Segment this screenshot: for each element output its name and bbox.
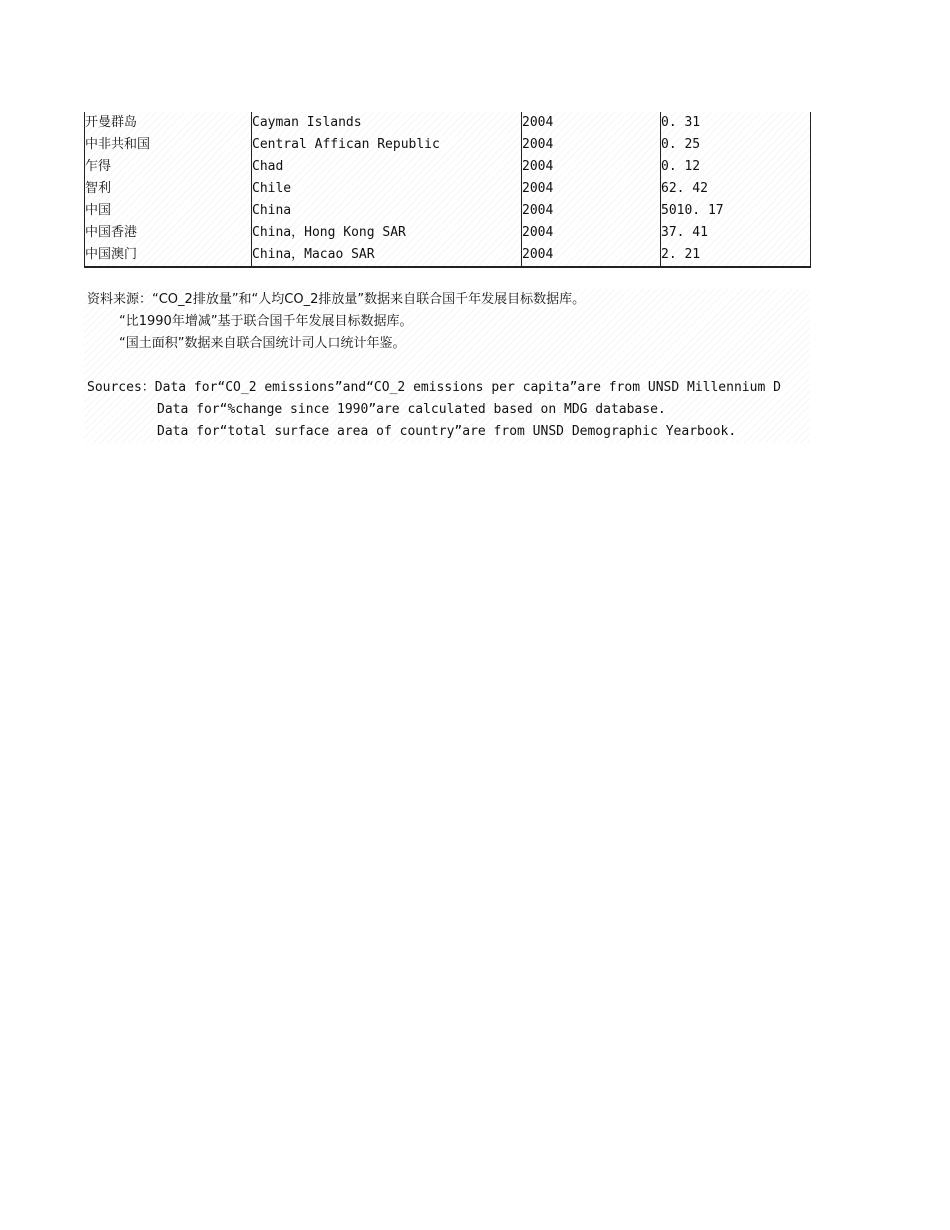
country-name-en: China，Hong Kong SAR <box>252 222 522 244</box>
year-cell: 2004 <box>522 200 661 222</box>
year-cell: 2004 <box>522 244 661 267</box>
year-cell: 2004 <box>522 112 661 134</box>
country-name-zh: 中国澳门 <box>85 244 252 267</box>
value-cell: 2. 21 <box>661 244 811 267</box>
year-cell: 2004 <box>522 178 661 200</box>
year-cell: 2004 <box>522 134 661 156</box>
source-note-zh: 资料来源：“CO_2排放量”和“人均CO_2排放量”数据来自联合国千年发展目标数据库。 <box>87 292 586 307</box>
value-cell: 5010. 17 <box>661 200 811 222</box>
spreadsheet-page <box>84 112 810 443</box>
year-cell: 2004 <box>522 156 661 178</box>
source-notes <box>84 289 810 443</box>
table-row <box>85 244 811 267</box>
value-cell: 0. 12 <box>661 156 811 178</box>
table-row <box>85 222 811 244</box>
table-row <box>85 134 811 156</box>
country-name-zh: 智利 <box>85 178 252 200</box>
source-note-zh: “比1990年增减”基于联合国千年发展目标数据库。 <box>119 314 413 329</box>
table-row <box>85 200 811 222</box>
country-name-en: China <box>252 200 522 222</box>
country-name-en: China，Macao SAR <box>252 244 522 267</box>
table-row <box>85 112 811 134</box>
table-row <box>85 156 811 178</box>
country-name-en: Chad <box>252 156 522 178</box>
country-name-zh: 乍得 <box>85 156 252 178</box>
year-cell: 2004 <box>522 222 661 244</box>
country-name-en: Chile <box>252 178 522 200</box>
emissions-table <box>84 112 811 268</box>
value-cell: 62. 42 <box>661 178 811 200</box>
country-name-zh: 中非共和国 <box>85 134 252 156</box>
country-name-zh: 中国香港 <box>85 222 252 244</box>
note-spacer <box>84 355 810 377</box>
source-note-en: Sources：Data for“CO_2 emissions”and“CO_2 emissions per capita”are from UNSD Millennium D <box>87 380 781 395</box>
source-note-en: Data for“total surface area of country”are from UNSD Demographic Yearbook. <box>157 424 737 439</box>
country-name-zh: 中国 <box>85 200 252 222</box>
value-cell: 37. 41 <box>661 222 811 244</box>
country-name-en: Cayman Islands <box>252 112 522 134</box>
source-note-zh: “国土面积”数据来自联合国统计司人口统计年鉴。 <box>119 336 406 351</box>
value-cell: 0. 31 <box>661 112 811 134</box>
table-row <box>85 178 811 200</box>
country-name-zh: 开曼群岛 <box>85 112 252 134</box>
country-name-en: Central Affican Republic <box>252 134 522 156</box>
source-note-en: Data for“%change since 1990”are calculated based on MDG database. <box>157 402 666 417</box>
value-cell: 0. 25 <box>661 134 811 156</box>
